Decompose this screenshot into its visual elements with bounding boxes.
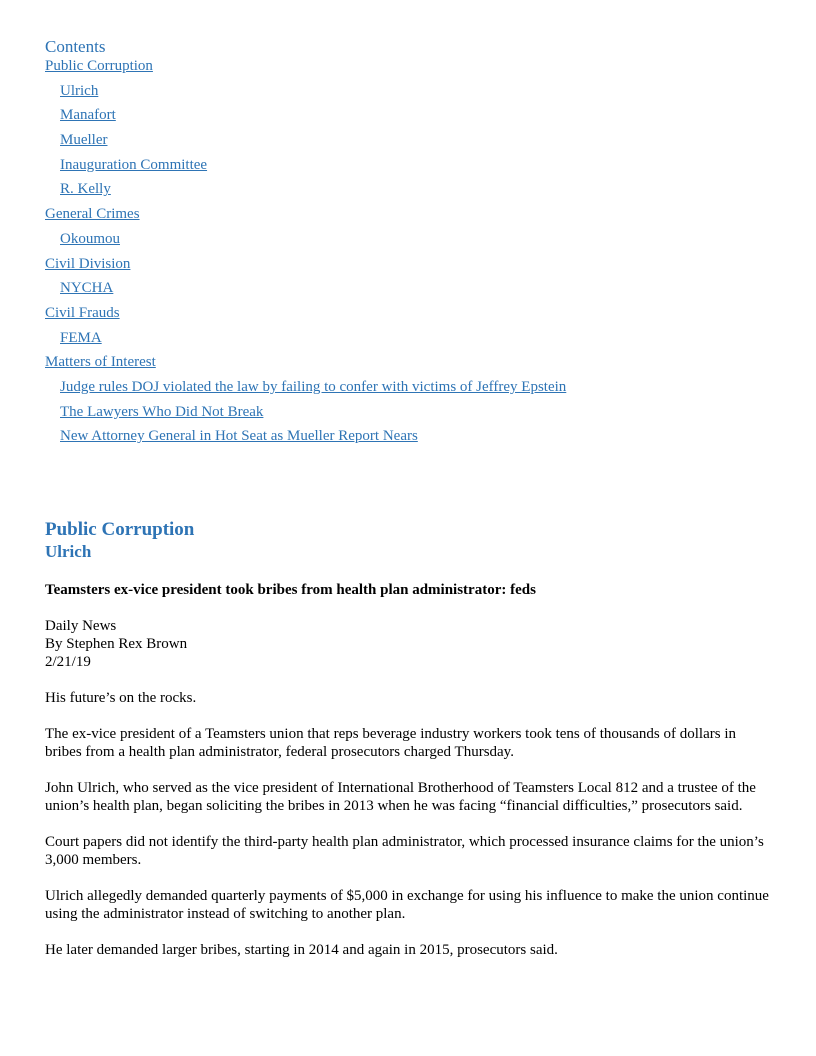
article-paragraph: John Ulrich, who served as the vice president of International Brotherhood of Teamsters Local 812 and a trustee of the union’s health plan, began soliciting the bribes in 2013 when he was facing “financial difficulties,” prosecutors said. — [45, 780, 756, 814]
toc-link-inauguration-committee[interactable]: Inauguration Committee — [60, 156, 208, 173]
toc-item — [45, 329, 785, 347]
toc-list — [45, 57, 785, 445]
toc-link-r-kelly[interactable]: R. Kelly — [60, 181, 111, 198]
toc-item — [45, 427, 785, 445]
article-meta — [45, 617, 775, 671]
toc-item — [45, 180, 785, 198]
toc-link-lawyers-did-not-break[interactable]: The Lawyers Who Did Not Break — [60, 403, 264, 420]
toc-link-ulrich[interactable]: Ulrich — [60, 82, 99, 99]
article-byline: By Stephen Rex Brown — [45, 636, 188, 652]
toc-item — [45, 255, 785, 273]
toc-item — [45, 205, 785, 223]
article-headline: Teamsters ex-vice president took bribes from health plan administrator: feds — [45, 582, 536, 598]
toc-item — [45, 106, 785, 124]
section-heading: Public Corruption — [45, 519, 195, 540]
article-paragraph: The ex-vice president of a Teamsters union that reps beverage industry workers took tens of thousands of dollars in bribes from a health plan administrator, federal prosecutors charged Thursday. — [45, 726, 736, 760]
toc-item — [45, 353, 785, 371]
toc-link-mueller[interactable]: Mueller — [60, 132, 108, 149]
toc-link-manafort[interactable]: Manafort — [60, 107, 116, 124]
toc-link-new-attorney-general[interactable]: New Attorney General in Hot Seat as Mueller Report Nears — [60, 428, 418, 445]
article-paragraph: Court papers did not identify the third-party health plan administrator, which processed insurance claims for the union’s 3,000 members. — [45, 834, 764, 868]
toc-item — [45, 378, 785, 396]
article — [45, 519, 775, 977]
toc-link-public-corruption[interactable]: Public Corruption — [45, 58, 153, 74]
toc-item — [45, 304, 785, 322]
subsection-heading: Ulrich — [45, 542, 92, 561]
toc-item — [45, 131, 785, 149]
toc-item — [45, 82, 785, 100]
toc-title: Contents — [45, 37, 106, 56]
article-paragraph: His future’s on the rocks. — [45, 690, 197, 706]
article-paragraph: Ulrich allegedly demanded quarterly payments of $5,000 in exchange for using his influence to make the union continue using the administrator instead of switching to another plan. — [45, 888, 769, 922]
toc-item — [45, 230, 785, 248]
toc-link-civil-division[interactable]: Civil Division — [45, 255, 131, 272]
article-paragraph: He later demanded larger bribes, starting in 2014 and again in 2015, prosecutors said. — [45, 942, 558, 958]
toc-link-nycha[interactable]: NYCHA — [60, 280, 114, 297]
article-source: Daily News — [45, 618, 117, 634]
toc-link-general-crimes[interactable]: General Crimes — [45, 206, 140, 223]
article-date: 2/21/19 — [45, 654, 91, 670]
toc-link-matters-of-interest[interactable]: Matters of Interest — [45, 354, 156, 371]
toc-item — [45, 403, 785, 421]
toc-link-okoumou[interactable]: Okoumou — [60, 230, 120, 247]
toc-item — [45, 279, 785, 297]
toc-item — [45, 57, 785, 75]
toc-link-epstein-ruling[interactable]: Judge rules DOJ violated the law by failing to confer with victims of Jeffrey Epstein — [60, 378, 567, 395]
toc-item — [45, 156, 785, 174]
toc-link-civil-frauds[interactable]: Civil Frauds — [45, 304, 120, 321]
toc-link-fema[interactable]: FEMA — [60, 329, 102, 346]
table-of-contents — [45, 37, 785, 452]
